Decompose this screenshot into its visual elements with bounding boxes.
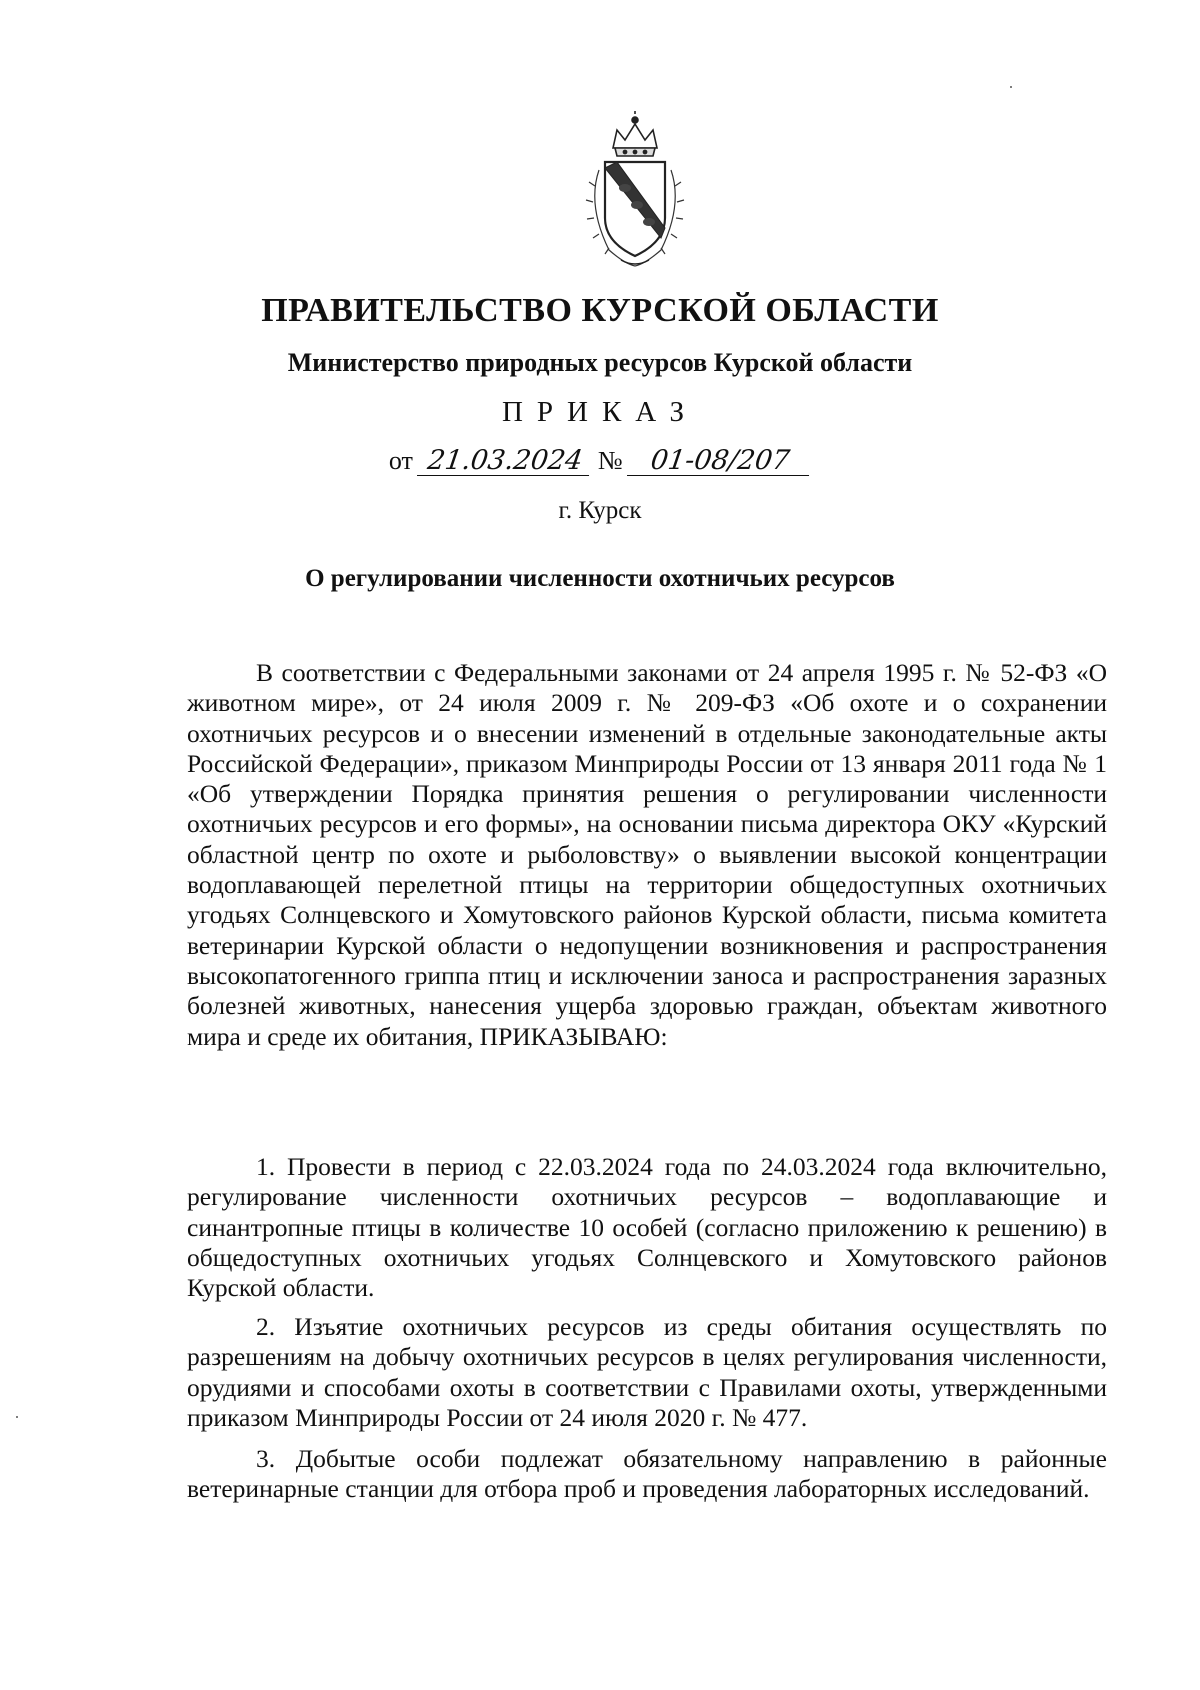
city: г. Курск: [558, 497, 642, 524]
handwritten-number: 01-08/207: [627, 447, 813, 476]
preamble-text: В соответствии с Федеральными законами от 24 апреля 1995 г. № 52-ФЗ «О животном мире», от 24 июля 2009 г. № 209-ФЗ «Об охоте и о сохранении охотничьих ресурсов и о внесении изменений в отдельные законодательные акты Российской Федерации», приказом Минприроды России от 13 января 2011 года № 1 «Об утверждении Порядка принятия решения о регулировании численности охотничьих ресурсов и его формы», на основании письма директора ОКУ «Курский областной центр по охоте и рыболовству» о выявлении высокой концентрации водоплавающей перелетной птицы на территории общедоступных охотничьих угодьях Солнцевского и Хомутовского районов Курской области, письма комитета ветеринарии Курской области о недопущении возникновения и распространения высокопатогенного гриппа птиц и исключении заноса и распространения заразных болезней животных, нанесения ущерба здоровью граждан, объектам животного мира и среде их обитания, ПРИКАЗЫВАЮ:: [187, 658, 1107, 1051]
handwritten-date: 21.03.2024: [417, 447, 593, 476]
preamble-paragraph: [187, 658, 1107, 1052]
order-item-text: 2. Изъятие охотничьих ресурсов из среды обитания осуществлять по разрешениям на добычу охотничьих ресурсов в целях регулирования численности, орудиями и способами охоты в соответствии с Правилами охоты, утвержденными приказом Минприроды России от 24 июля 2020 г. № 477.: [187, 1312, 1107, 1432]
date-number-row: [0, 446, 1200, 476]
scan-speck: [16, 1416, 18, 1418]
order-item-text: 3. Добытые особи подлежат обязательному направлению в районные ветеринарные станции для отбора проб и проведения лабораторных исследований.: [187, 1444, 1107, 1504]
order-item-2: [187, 1312, 1107, 1433]
document-type: ПРИКАЗ: [501, 396, 699, 428]
scan-speck: [1010, 86, 1012, 88]
date-prefix: от: [388, 446, 413, 475]
order-item-text: 1. Провести в период с 22.03.2024 года по 24.03.2024 года включительно, регулирование численности охотничьих ресурсов – водоплавающие и синантропные птицы в количестве 10 особей (согласно приложению к решению) в общедоступных охотничьих угодьях Солнцевского и Хомутовского районов Курской области.: [187, 1152, 1107, 1303]
number-prefix: №: [597, 446, 623, 475]
government-title: ПРАВИТЕЛЬСТВО КУРСКОЙ ОБЛАСТИ: [261, 292, 939, 329]
ministry-name: Министерство природных ресурсов Курской области: [287, 348, 913, 377]
order-item-3: [187, 1444, 1107, 1505]
kursk-coat-of-arms-icon: [565, 110, 705, 270]
order-subject: О регулировании численности охотничьих ресурсов: [305, 565, 895, 592]
order-item-1: [187, 1152, 1107, 1303]
